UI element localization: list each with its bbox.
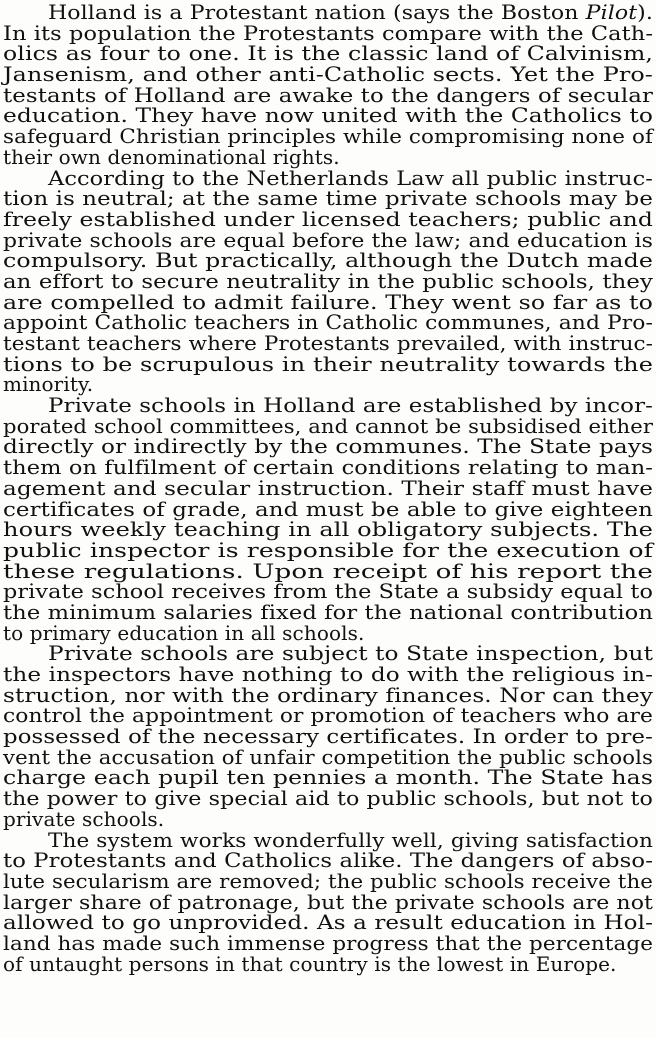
text-line [3,744,653,769]
text-run: lute secularism are removed; the public schools receive the [3,868,653,893]
text-line [3,227,653,252]
text-run: vent the accusation of unfair competition the public schools [3,744,653,769]
text-run: porated school committees, and cannot be subsidised either [3,413,654,438]
text-run: safeguard Christian principles while compromising none of [3,124,653,149]
text-line [3,2,653,23]
text-line [3,250,653,271]
newspaper-name: Pilot [585,0,638,24]
text-line [3,827,654,852]
text-run: The system works wonderfully well, giving satisfaction [48,827,654,852]
text-run: tion is neutral; at the same time private schools may be [3,186,653,211]
text-run: to Protestants and Catholics alike. The dangers of abso- [3,848,653,873]
text-line [3,868,653,893]
text-run: olics as four to one. It is the classic land of Calvinism, [3,41,654,66]
text-run: private schools. [3,806,165,831]
text-run: land has made such immense progress that the percentage [3,930,654,955]
text-line [3,620,653,645]
article-body [3,2,653,974]
text-run: appoint Catholic teachers in Catholic communes, and Pro- [3,310,653,335]
text-run: possessed of the necessary certificates. In order to pre- [3,724,653,749]
text-run: freely established under licensed teachers; public and [3,206,653,231]
text-line [3,64,653,85]
text-line [3,206,653,231]
text-line [3,581,653,602]
text-line [3,165,653,190]
text-line [3,558,653,583]
text-line [3,726,653,747]
text-run: Holland is a Protestant nation (says the Boston [48,0,586,24]
text-run: testant teachers where Protestants prevailed, with instruc- [3,331,654,355]
text-run: hours weekly teaching in all obligatory subjects. The [3,517,653,542]
text-line [3,312,653,333]
text-line [3,850,653,871]
text-line [3,599,653,624]
text-line [3,144,653,169]
text-run: Private schools are subject to State inspection, but [48,641,654,666]
text-line [3,705,653,726]
text-run: the minimum salaries fixed for the national contribution [3,599,653,624]
text-line [3,82,654,107]
text-run: compulsory. But practically, although the Dutch made [3,248,653,273]
text-run: an effort to secure neutrality in the public schools, they [3,268,653,293]
text-line [3,643,653,664]
text-run: private school receives from the State a subsidy equal to [3,579,653,604]
text-run: private schools are equal before the law; and education is [3,227,653,252]
text-run: these regulations. Upon receipt of his report the [3,558,653,583]
text-run: struction, nor with the ordinary finances. Nor can they [3,682,654,707]
text-run: tions to be scrupulous in their neutrality towards the [3,351,653,376]
text-run: ). [637,0,653,24]
text-run: their own denominational rights. [3,144,340,169]
text-run: In its population the Protestants compare with the Cath- [3,20,654,45]
text-run: are compelled to admit failure. They went so far as to [3,289,653,314]
text-line [3,806,653,831]
text-run: directly or indirectly by the communes. The State pays [3,434,653,459]
text-run: charge each pupil ten pennies a month. The State has [3,765,653,790]
text-line [3,951,653,976]
text-run: certificates of grade, and must be able to give eighteen [3,496,654,521]
text-run: the power to give special aid to public schools, but not to [3,786,653,811]
text-line [3,664,653,685]
text-line [3,20,654,45]
text-run: to primary education in all schools. [3,620,365,645]
text-line [3,436,653,457]
text-line [3,496,654,521]
text-run: allowed to go unprovided. As a result education in Hol- [3,910,653,935]
text-run: of untaught persons in that country is the lowest in Europe. [3,951,617,976]
text-line [3,457,653,478]
text-line [3,395,653,416]
text-line [3,889,654,914]
paragraph [3,165,654,397]
text-line [3,289,653,314]
text-run: Jansenism, and other anti-Catholic sects. Yet the Pro- [3,62,653,87]
text-line [3,351,653,376]
paragraph [3,2,653,168]
text-run: agement and secular instruction. Their staff must have [3,475,653,500]
text-line [3,43,653,64]
text-line [3,268,653,293]
text-line [3,188,653,209]
text-line [3,912,653,933]
text-line [3,333,653,354]
text-run: education. They have now united with the Catholics to [3,103,653,128]
paragraph [3,827,654,976]
text-line [3,105,653,126]
text-line [3,413,654,438]
text-line [3,788,653,809]
paragraph [3,643,653,829]
text-run: larger share of patronage, but the private schools are not [3,889,654,914]
text-line [3,519,653,540]
text-run: According to the Netherlands Law all public instruc- [48,165,653,190]
text-run: them on fulfilment of certain conditions relating to man- [3,455,654,480]
text-run: Private schools in Holland are established by incor- [48,393,654,418]
text-line [3,374,653,395]
text-line [3,475,653,500]
text-line [3,767,653,788]
text-run: the inspectors have nothing to do with the religious in- [3,662,653,686]
text-line [3,537,654,562]
text-run: public inspector is responsible for the execution of [3,537,654,562]
text-line [3,126,653,147]
text-line [3,682,654,707]
paragraph [3,395,653,643]
text-run: testants of Holland are awake to the dangers of secular [3,82,654,107]
text-run: minority. [3,372,94,397]
text-run: control the appointment or promotion of teachers who are [3,703,653,728]
text-line [3,930,654,955]
